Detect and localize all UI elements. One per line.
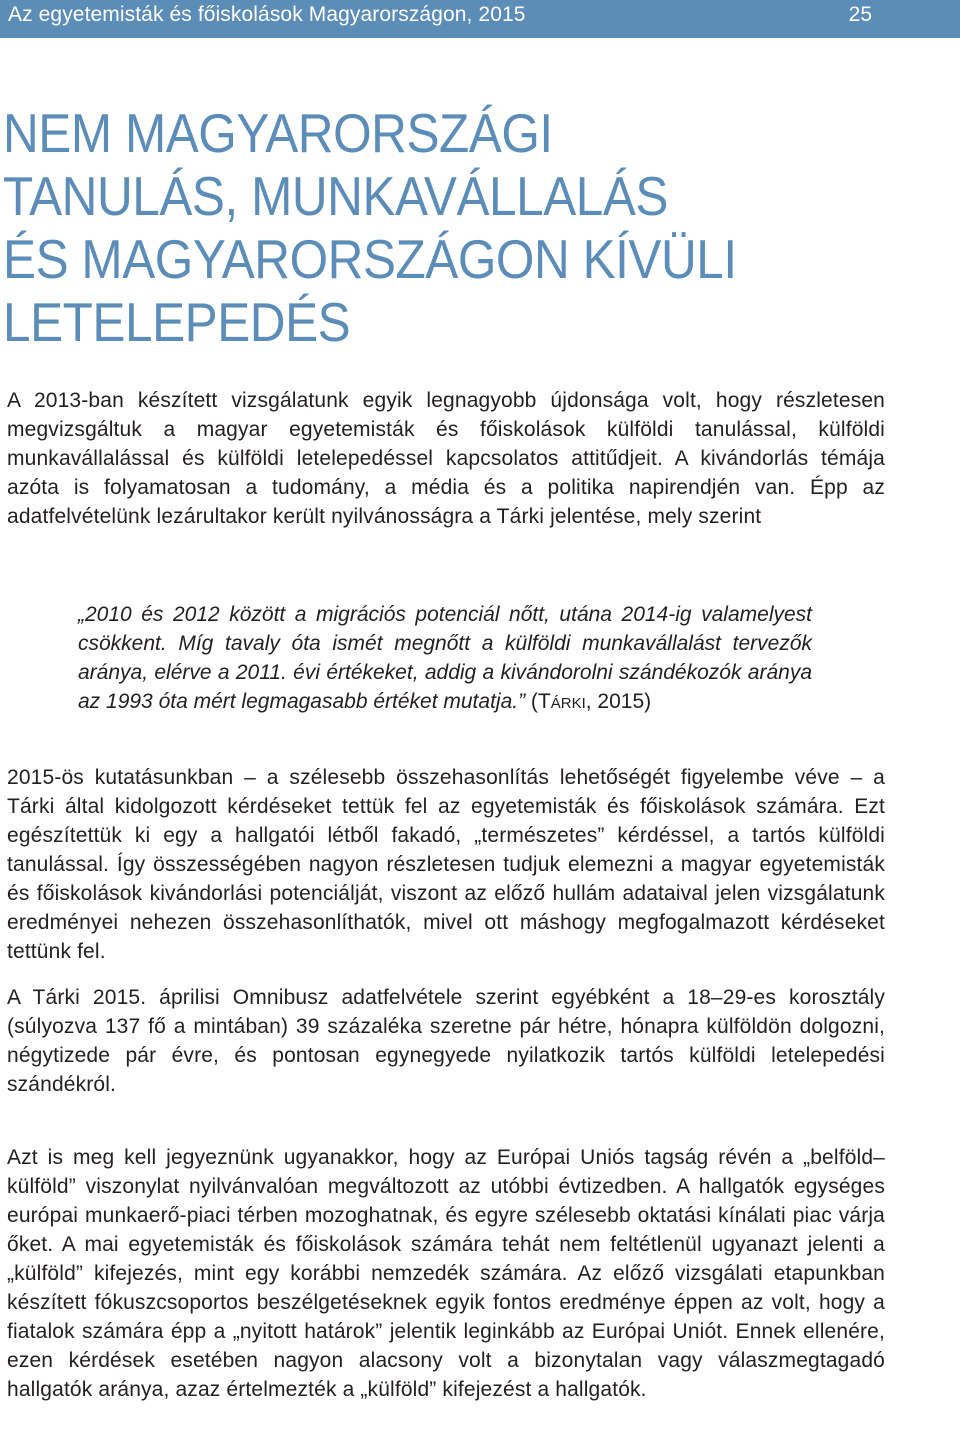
chapter-title-line: NEM MAGYARORSZÁGI [3,102,553,164]
citation-close: , 2015) [585,690,652,713]
chapter-title-line: LETELEPEDÉS [3,291,351,353]
citation-source: Tárki [537,690,586,713]
paragraph-omnibusz: A Tárki 2015. áprilisi Omnibusz adatfelvétele szerint egyébként a 18–29-es korosztály (súlyozva 137 fő a mintában) 39 százaléka szeretne pár hétre, hónapra külföldön dolgozni, négytizede pár évre, és pontosan egynegyede nyilatkozik tartós külföldi letelepedési szándékról. [7,986,885,1096]
paragraph-research: 2015-ös kutatásunkban – a szélesebb összehasonlítás lehetőségét figyelembe véve – a Tárki által kidolgozott kérdéseket tettük fel az egyetemisták és főiskolások számára. Ezt egészítettük ki egy a hallgatói létből fakadó, „természetes” kérdéssel, a tartós külföldi tanulással. Így összességében nagyon részletesen tudjuk elemezni a magyar egyetemisták és főiskolások kivándorlási potenciálját, viszont az előző hullám adataival jelen vizsgálatunk eredményei nehezen összehasonlíthatók, mivel ott máshogy megfogalmazott kérdéseket tettünk fel. [7,766,885,963]
chapter-title [3,102,840,354]
chapter-title-line: ÉS MAGYARORSZÁGON KÍVÜLI [3,228,737,290]
quote-text: „2010 és 2012 között a migrációs potenciál nőtt, utána 2014-ig valamelyest csökkent. Míg tavaly óta ismét megnőtt a külföldi munkavállalást tervezők aránya, elérve a 2011. évi értékeket, addig a kivándorolni szándékozók aránya az 1993 óta mért legmagasabb értéket mutatja.” [78,603,812,713]
page-header [0,0,960,38]
page-number: 25 [848,3,872,26]
chapter-title-line: TANULÁS, MUNKAVÁLLALÁS [3,165,669,227]
paragraph-eu: Azt is meg kell jegyeznünk ugyanakkor, hogy az Európai Uniós tagság révén a „belföld–külföld” viszonylat nyilvánvalóan megváltozott az utóbbi évtizedben. A hallgatók egységes európai munkaerő-piaci térben mozoghatnak, és egyre szélesebb oktatási kínálati piac várja őket. A mai egyetemisták és főiskolások számára tehát nem feltétlenül ugyanazt jelenti a „külföld” kifejezés, mint egy korábbi nemzedék számára. Az előző vizsgálati etapunkban készített fókuszcsoportos beszélgetéseknek egyik fontos eredménye éppen az volt, hogy a fiatalok számára épp a „nyitott határok” jelentik leginkább az Európai Uniót. Ennek ellenére, ezen kérdések esetében nagyon alacsony volt a bizonytalan vagy válaszmegtagadó hallgatók aránya, azaz értelmezték a „külföld” kifejezést a hallgatók. [7,1146,885,1401]
running-title: Az egyetemisták és főiskolások Magyarországon, 2015 [8,3,526,26]
block-quote [78,600,812,716]
paragraph-intro: A 2013-ban készített vizsgálatunk egyik legnagyobb újdonsága volt, hogy részletesen megvizsgáltuk a magyar egyetemisták és főiskolások külföldi tanulással, külföldi munkavállalással és külföldi letelepedéssel kapcsolatos attitűdjeit. A kivándorlás témája azóta is folyamatosan a tudomány, a média és a politika napirendjén van. Épp az adatfelvételünk lezárultakor került nyilvánosságra a Tárki jelentése, mely szerint [7,389,885,528]
citation-open: ( [525,690,538,713]
